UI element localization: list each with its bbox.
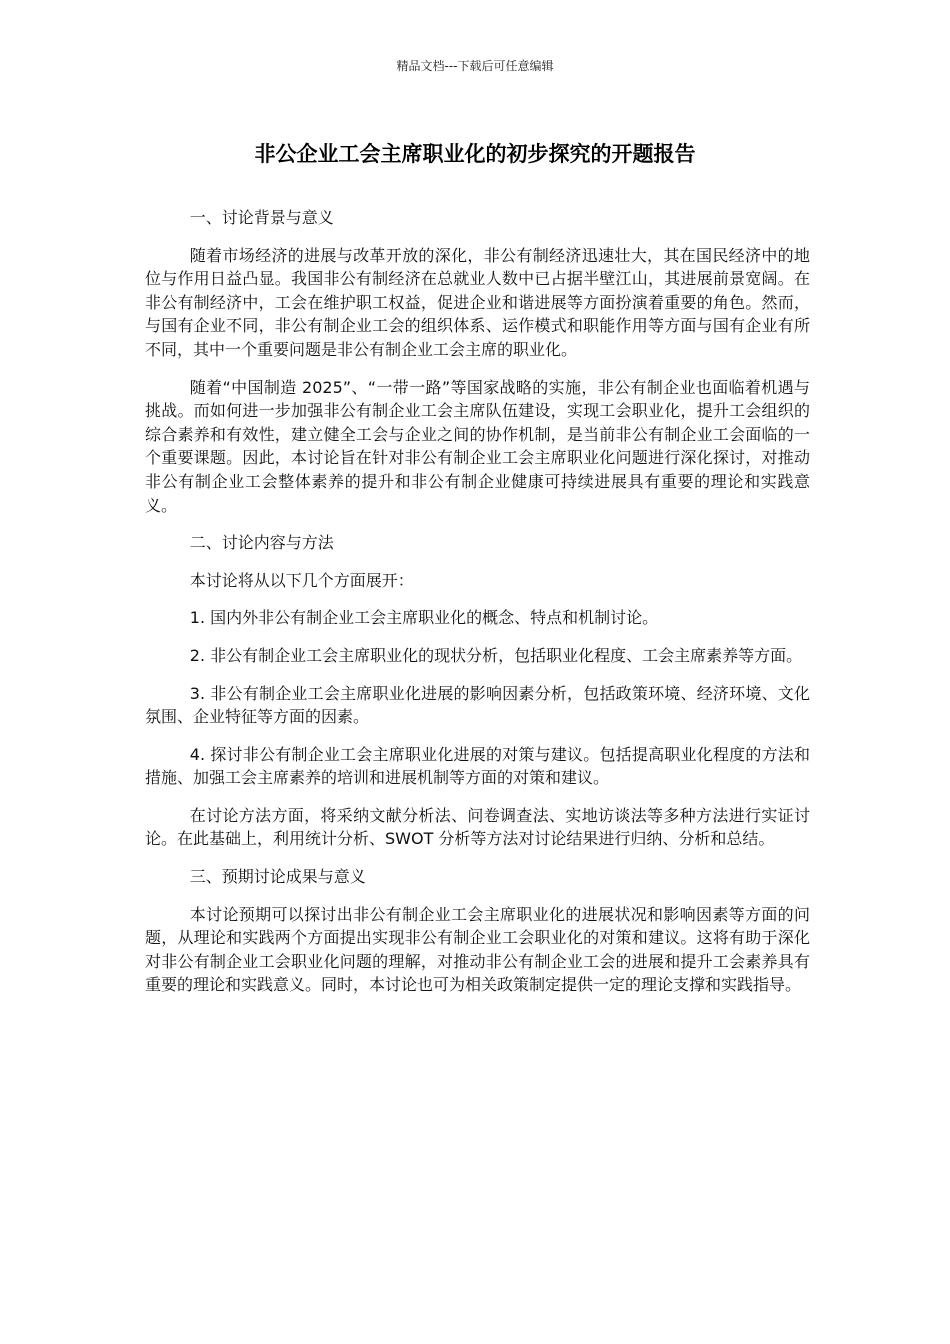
list-item-4: 4. 探讨非公有制企业工会主席职业化进展的对策与建议。包括提高职业化程度的方法和措施、加强工会主席素养的培训和进展机制等方面的对策和建议。	[145, 744, 810, 788]
paragraph-background-1: 随着市场经济的进展与改革开放的深化，非公有制经济迅速壮大，其在国民经济中的地位与作用日益凸显。我国非公有制经济在总就业人数中已占据半壁江山，其进展前景宽阔。在非公有制经济中，工会在维护职工权益，促进企业和谐进展等方面扮演着重要的角色。然而，与国有企业不同，非公有制企业工会的组织体系、运作模式和职能作用等方面与国有企业有所不同，其中一个重要问题是非公有制企业工会主席的职业化。	[145, 245, 810, 359]
document-title: 非公企业工会主席职业化的初步探究的开题报告	[254, 142, 696, 166]
document-body	[145, 206, 810, 1011]
list-item-2: 2. 非公有制企业工会主席职业化的现状分析，包括职业化程度、工会主席素养等方面。	[189, 645, 803, 665]
paragraph-background-2: 随着“中国制造 2025”、“一带一路”等国家战略的实施，非公有制企业也面临着机遇与挑战。而如何进一步加强非公有制企业工会主席队伍建设，实现工会职业化，提升工会组织的综合素养和有效性，建立健全工会与企业之间的协作机制，是当前非公有制企业工会面临的一个重要课题。因此，本讨论旨在针对非公有制企业工会主席职业化问题进行深化探讨，对推动非公有制企业工会整体素养的提升和非公有制企业健康可持续进展具有重要的理论和实践意义。	[145, 377, 810, 515]
section-heading-background: 一、讨论背景与意义	[189, 208, 334, 227]
section-heading-content-method: 二、讨论内容与方法	[189, 533, 334, 553]
list-item-3: 3. 非公有制企业工会主席职业化进展的影响因素分析，包括政策环境、经济环境、文化氛围、企业特征等方面的因素。	[145, 683, 810, 727]
list-item-1: 1. 国内外非公有制企业工会主席职业化的概念、特点和机制讨论。	[189, 608, 659, 628]
paragraph-method: 在讨论方法方面，将采纳文献分析法、问卷调查法、实地访谈法等多种方法进行实证讨论。在此基础上，利用统计分析、SWOT 分析等方法对讨论结果进行归纳、分析和总结。	[145, 805, 810, 849]
section-heading-expected-results: 三、预期讨论成果与意义	[189, 867, 366, 887]
paragraph-expected-results: 本讨论预期可以探讨出非公有制企业工会主席职业化的进展状况和影响因素等方面的问题，从理论和实践两个方面提出实现非公有制企业工会职业化的对策和建议。这将有助于深化对非公有制企业工会职业化问题的理解，对推动非公有制企业工会的进展和提升工会素养具有重要的理论和实践意义。同时，本讨论也可为相关政策制定提供一定的理论支撑和实践指导。	[145, 904, 810, 995]
header-note: 精品文档---下载后可任意编辑	[396, 59, 554, 73]
paragraph-intro: 本讨论将从以下几个方面展开：	[189, 570, 414, 590]
